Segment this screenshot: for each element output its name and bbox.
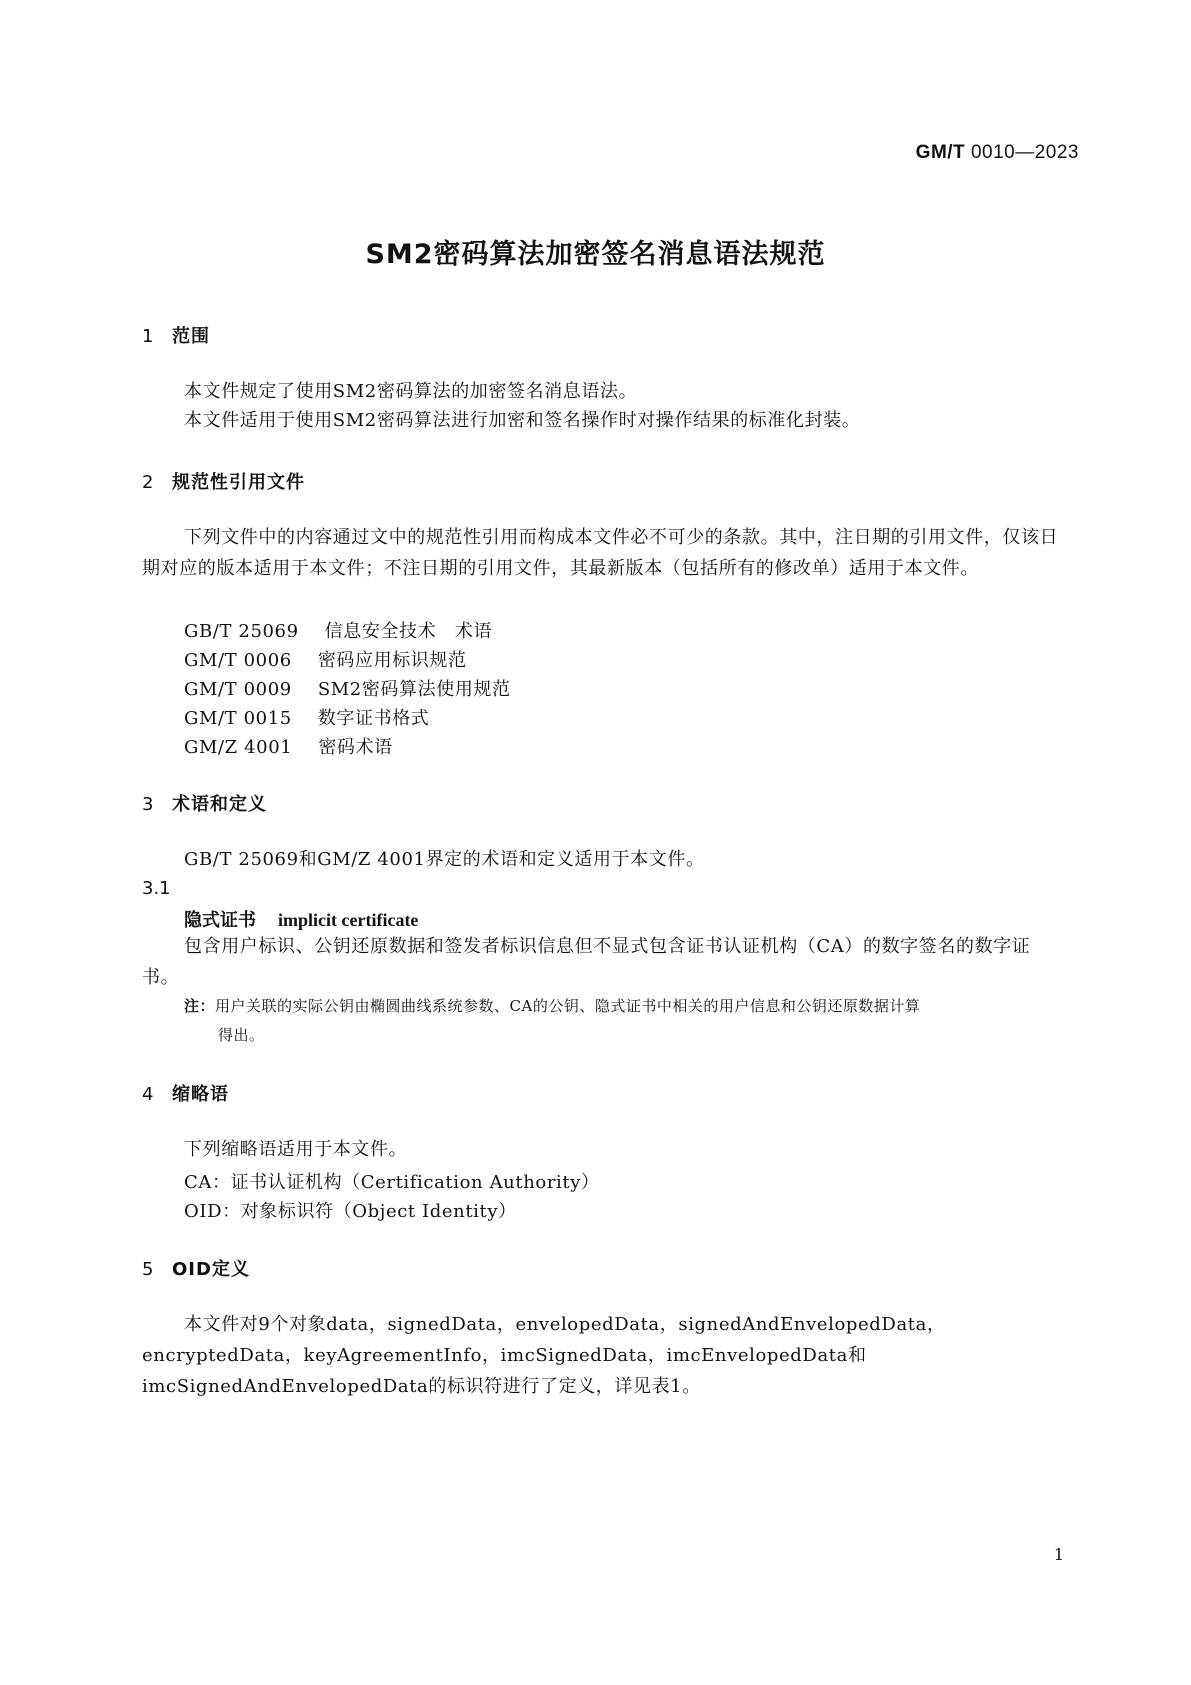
section-2-heading	[142, 468, 305, 494]
term-zh: 隐式证书	[184, 910, 256, 931]
section-number: 2	[142, 472, 155, 493]
reference-item	[184, 646, 467, 672]
reference-item	[184, 675, 511, 701]
note-label: 注：	[184, 997, 216, 1015]
note-continuation: 得出。	[218, 1026, 265, 1044]
section-title: 术语和定义	[172, 794, 267, 815]
standard-code: 0010—2023	[970, 142, 1079, 163]
term-note	[184, 992, 1062, 1050]
section-1-heading	[142, 322, 210, 348]
section-1-paragraph: 本文件规定了使用SM2密码算法的加密签名消息语法。	[184, 381, 638, 402]
section-5-heading	[142, 1255, 250, 1281]
section-3-heading	[142, 790, 267, 816]
reference-name: 密码术语	[318, 737, 393, 758]
section-number: 4	[142, 1084, 155, 1105]
section-4-intro: 下列缩略语适用于本文件。	[184, 1139, 408, 1160]
document-title: SM2密码算法加密签名消息语法规范	[365, 239, 826, 270]
note-text: 用户关联的实际公钥由椭圆曲线系统参数、CA的公钥、隐式证书中相关的用户信息和公钥还原数据计算	[215, 997, 921, 1015]
reference-item	[184, 733, 393, 759]
term-en: implicit certificate	[278, 910, 419, 930]
reference-code: GM/T 0006	[184, 650, 292, 671]
standard-number	[916, 142, 1079, 164]
term-title	[184, 906, 418, 932]
abbreviation-item: OID：对象标识符（Object Identity）	[184, 1201, 517, 1222]
section-3-intro: GB/T 25069和GM/Z 4001界定的术语和定义适用于本文件。	[184, 849, 705, 870]
section-1-paragraph: 本文件适用于使用SM2密码算法进行加密和签名操作时对操作结果的标准化封装。	[184, 410, 861, 431]
page-number: 1	[1053, 1545, 1064, 1564]
section-number: 5	[142, 1259, 155, 1280]
reference-code: GM/T 0015	[184, 708, 292, 729]
standard-prefix: GM/T	[915, 142, 966, 163]
section-title: OID定义	[172, 1259, 250, 1280]
section-5-paragraph: 本文件对9个对象data，signedData，envelopedData，signedAndEnvelopedData，encryptedData，keyAgreementInfo，imcSignedData，imcEnvelopedData和imcSignedAndEnvelopedData的标识符进行了定义，详见表1。	[142, 1314, 946, 1397]
reference-name: 信息安全技术 术语	[324, 621, 493, 642]
reference-name: SM2密码算法使用规范	[317, 679, 511, 700]
term-number: 3.1	[142, 878, 171, 899]
reference-code: GM/Z 4001	[184, 737, 293, 758]
section-title: 缩略语	[172, 1084, 229, 1105]
section-title: 规范性引用文件	[172, 472, 305, 493]
section-2-intro: 下列文件中的内容通过文中的规范性引用而构成本文件必不可少的条款。其中，注日期的引用文件，仅该日期对应的版本适用于本文件；不注日期的引用文件，其最新版本（包括所有的修改单）适用于本文件。	[142, 527, 1059, 579]
term-definition: 包含用户标识、公钥还原数据和签发者标识信息但不显式包含证书认证机构（CA）的数字签名的数字证书。	[142, 936, 1031, 988]
reference-name: 密码应用标识规范	[317, 650, 467, 671]
section-4-heading	[142, 1080, 229, 1106]
reference-item	[184, 617, 492, 643]
reference-code: GM/T 0009	[184, 679, 292, 700]
reference-item	[184, 704, 429, 730]
reference-code: GB/T 25069	[184, 621, 299, 642]
section-number: 1	[142, 326, 155, 347]
reference-name: 数字证书格式	[317, 708, 430, 729]
section-number: 3	[142, 794, 155, 815]
abbreviation-item: CA：证书认证机构（Certification Authority）	[184, 1172, 600, 1193]
section-title: 范围	[172, 326, 210, 347]
